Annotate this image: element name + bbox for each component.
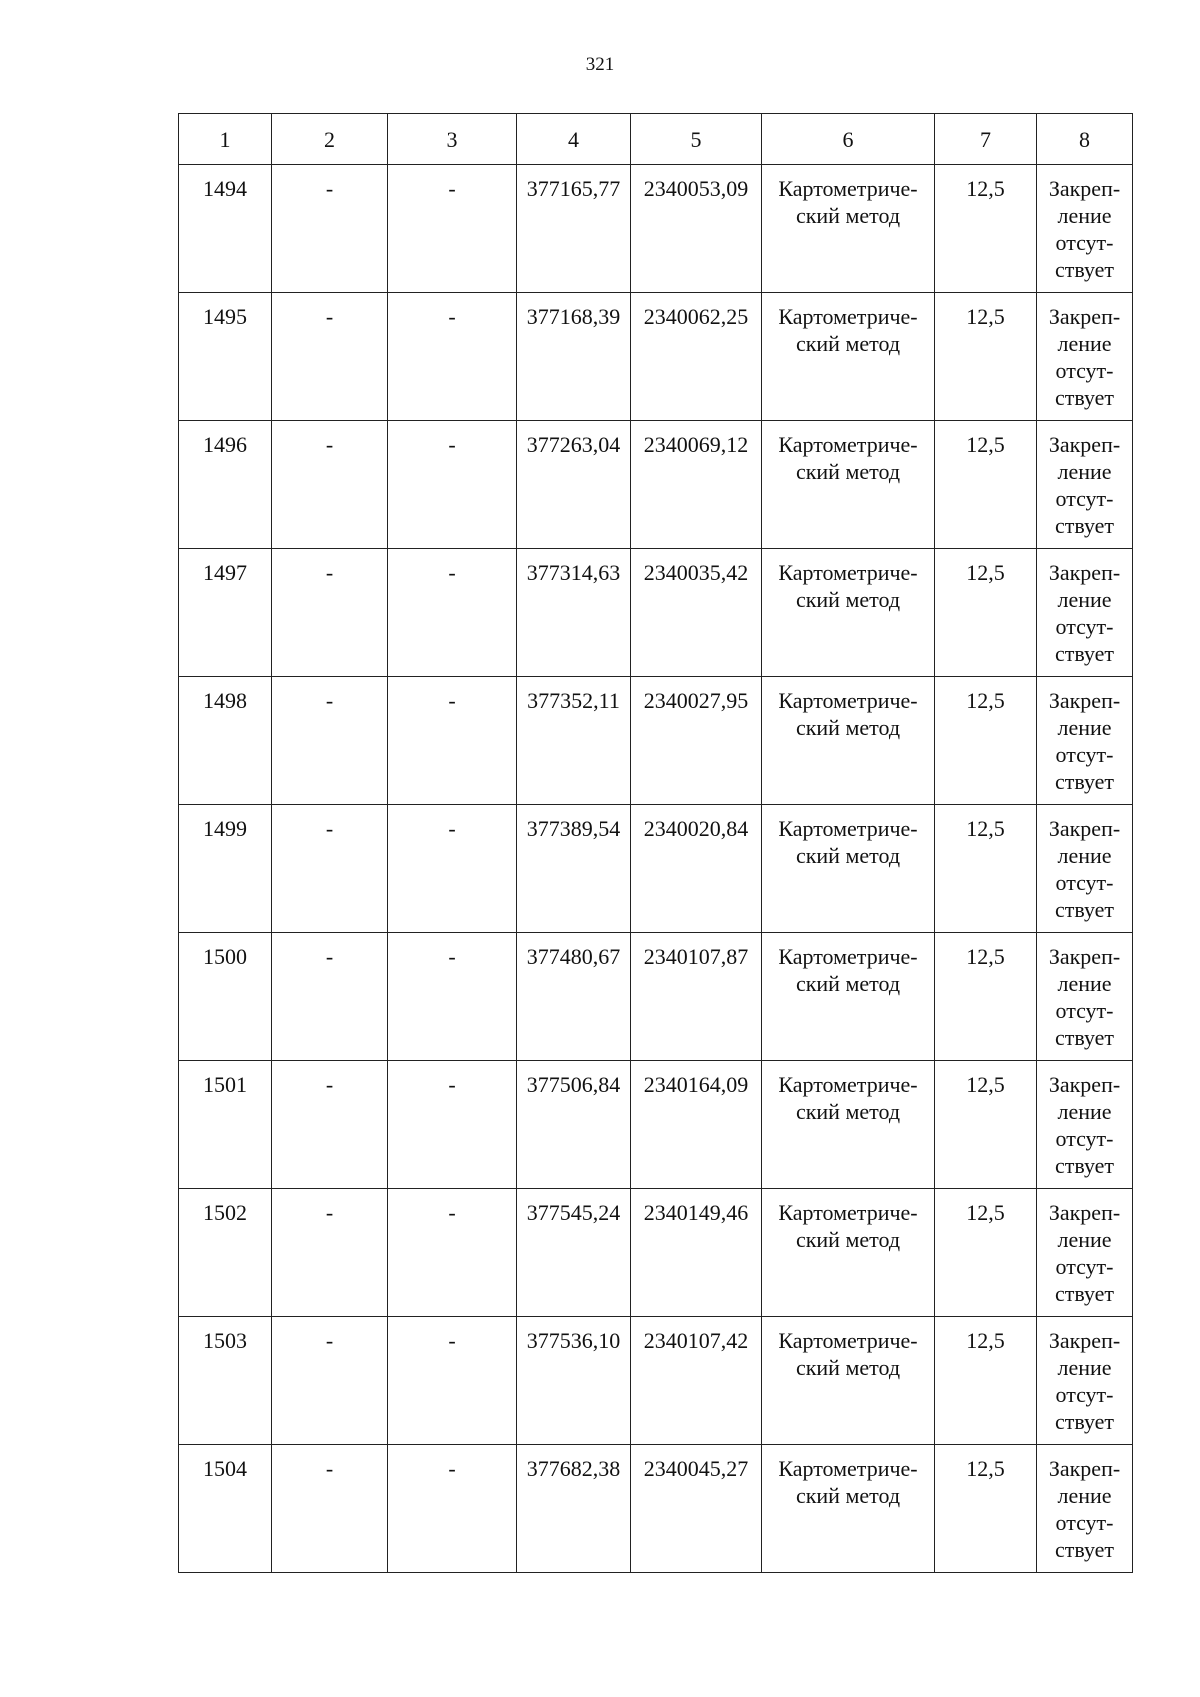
- fixing-line: Закреп-: [1048, 944, 1121, 969]
- fixing-line: ствует: [1054, 513, 1115, 538]
- method-line: ский метод: [795, 843, 901, 868]
- column-header: 3: [388, 114, 517, 165]
- accuracy-cell: 12,5: [935, 1445, 1037, 1573]
- column-2-cell: -: [272, 549, 388, 677]
- column-2-cell: -: [272, 805, 388, 933]
- fixing-line: ление: [1057, 1227, 1112, 1252]
- method-cell: [762, 933, 935, 1061]
- fixing-line: ствует: [1054, 897, 1115, 922]
- fixing-line: ствует: [1054, 1025, 1115, 1050]
- method-line: Картометриче-: [778, 688, 918, 713]
- fixing-cell: [1037, 549, 1133, 677]
- accuracy-cell: 12,5: [935, 421, 1037, 549]
- fixing-cell: [1037, 293, 1133, 421]
- fixing-line: ствует: [1054, 1281, 1115, 1306]
- fixing-line: ление: [1057, 587, 1112, 612]
- point-number-cell: 1501: [179, 1061, 272, 1189]
- fixing-line: Закреп-: [1048, 1328, 1121, 1353]
- point-number-cell: 1496: [179, 421, 272, 549]
- fixing-line: ление: [1057, 1099, 1112, 1124]
- x-coordinate-cell: 377168,39: [517, 293, 631, 421]
- x-coordinate-cell: 377682,38: [517, 1445, 631, 1573]
- point-number-cell: 1494: [179, 165, 272, 293]
- x-coordinate-cell: 377263,04: [517, 421, 631, 549]
- accuracy-cell: 12,5: [935, 805, 1037, 933]
- y-coordinate-cell: 2340164,09: [631, 1061, 762, 1189]
- fixing-line: Закреп-: [1048, 1072, 1121, 1097]
- table-row: [179, 933, 1133, 1061]
- fixing-line: отсут-: [1055, 742, 1114, 767]
- method-cell: [762, 1445, 935, 1573]
- column-3-cell: -: [388, 165, 517, 293]
- fixing-line: отсут-: [1055, 1254, 1114, 1279]
- column-3-cell: -: [388, 677, 517, 805]
- accuracy-cell: 12,5: [935, 677, 1037, 805]
- column-header: 7: [935, 114, 1037, 165]
- y-coordinate-cell: 2340062,25: [631, 293, 762, 421]
- method-line: Картометриче-: [778, 432, 918, 457]
- fixing-line: ствует: [1054, 641, 1115, 666]
- column-3-cell: -: [388, 421, 517, 549]
- column-2-cell: -: [272, 1445, 388, 1573]
- fixing-line: отсут-: [1055, 1382, 1114, 1407]
- fixing-line: ление: [1057, 331, 1112, 356]
- y-coordinate-cell: 2340027,95: [631, 677, 762, 805]
- method-line: ский метод: [795, 1483, 901, 1508]
- point-number-cell: 1498: [179, 677, 272, 805]
- fixing-line: Закреп-: [1048, 688, 1121, 713]
- method-cell: [762, 1189, 935, 1317]
- y-coordinate-cell: 2340045,27: [631, 1445, 762, 1573]
- fixing-line: ствует: [1054, 769, 1115, 794]
- point-number-cell: 1500: [179, 933, 272, 1061]
- method-cell: [762, 293, 935, 421]
- table-row: [179, 1061, 1133, 1189]
- x-coordinate-cell: 377480,67: [517, 933, 631, 1061]
- fixing-line: отсут-: [1055, 230, 1114, 255]
- method-line: Картометриче-: [778, 304, 918, 329]
- fixing-line: Закреп-: [1048, 176, 1121, 201]
- fixing-line: отсут-: [1055, 1126, 1114, 1151]
- accuracy-cell: 12,5: [935, 1189, 1037, 1317]
- method-cell: [762, 1317, 935, 1445]
- method-cell: [762, 677, 935, 805]
- accuracy-cell: 12,5: [935, 1061, 1037, 1189]
- fixing-line: ствует: [1054, 1537, 1115, 1562]
- column-header: 6: [762, 114, 935, 165]
- accuracy-cell: 12,5: [935, 293, 1037, 421]
- point-number-cell: 1503: [179, 1317, 272, 1445]
- column-2-cell: -: [272, 1189, 388, 1317]
- column-2-cell: -: [272, 165, 388, 293]
- fixing-cell: [1037, 1061, 1133, 1189]
- column-header: 8: [1037, 114, 1133, 165]
- method-cell: [762, 805, 935, 933]
- fixing-line: отсут-: [1055, 870, 1114, 895]
- column-header: 5: [631, 114, 762, 165]
- column-3-cell: -: [388, 1189, 517, 1317]
- fixing-line: ствует: [1054, 1153, 1115, 1178]
- point-number-cell: 1497: [179, 549, 272, 677]
- column-2-cell: -: [272, 933, 388, 1061]
- column-3-cell: -: [388, 1445, 517, 1573]
- fixing-line: Закреп-: [1048, 304, 1121, 329]
- y-coordinate-cell: 2340107,87: [631, 933, 762, 1061]
- fixing-cell: [1037, 677, 1133, 805]
- fixing-line: ствует: [1054, 385, 1115, 410]
- accuracy-cell: 12,5: [935, 549, 1037, 677]
- x-coordinate-cell: 377314,63: [517, 549, 631, 677]
- fixing-line: ление: [1057, 1355, 1112, 1380]
- method-line: ский метод: [795, 715, 901, 740]
- x-coordinate-cell: 377165,77: [517, 165, 631, 293]
- method-line: Картометриче-: [778, 816, 918, 841]
- x-coordinate-cell: 377352,11: [517, 677, 631, 805]
- y-coordinate-cell: 2340053,09: [631, 165, 762, 293]
- x-coordinate-cell: 377536,10: [517, 1317, 631, 1445]
- column-3-cell: -: [388, 933, 517, 1061]
- column-2-cell: -: [272, 293, 388, 421]
- x-coordinate-cell: 377506,84: [517, 1061, 631, 1189]
- fixing-line: отсут-: [1055, 486, 1114, 511]
- y-coordinate-cell: 2340107,42: [631, 1317, 762, 1445]
- point-number-cell: 1502: [179, 1189, 272, 1317]
- method-line: ский метод: [795, 971, 901, 996]
- method-line: ский метод: [795, 331, 901, 356]
- fixing-line: ствует: [1054, 1409, 1115, 1434]
- method-line: ский метод: [795, 587, 901, 612]
- page-number: 321: [585, 54, 615, 75]
- x-coordinate-cell: 377545,24: [517, 1189, 631, 1317]
- method-line: Картометриче-: [778, 560, 918, 585]
- column-3-cell: -: [388, 805, 517, 933]
- coordinates-table: [178, 113, 1133, 1573]
- table-row: [179, 1189, 1133, 1317]
- column-3-cell: -: [388, 293, 517, 421]
- table-row: [179, 805, 1133, 933]
- fixing-cell: [1037, 933, 1133, 1061]
- fixing-cell: [1037, 805, 1133, 933]
- method-line: Картометриче-: [778, 1328, 918, 1353]
- fixing-cell: [1037, 1317, 1133, 1445]
- y-coordinate-cell: 2340069,12: [631, 421, 762, 549]
- fixing-line: Закреп-: [1048, 560, 1121, 585]
- table-row: [179, 165, 1133, 293]
- fixing-line: отсут-: [1055, 998, 1114, 1023]
- table-row: [179, 677, 1133, 805]
- method-line: Картометриче-: [778, 944, 918, 969]
- accuracy-cell: 12,5: [935, 165, 1037, 293]
- table-row: [179, 549, 1133, 677]
- y-coordinate-cell: 2340149,46: [631, 1189, 762, 1317]
- column-2-cell: -: [272, 1317, 388, 1445]
- fixing-line: ление: [1057, 203, 1112, 228]
- method-line: ский метод: [795, 1227, 901, 1252]
- method-line: ский метод: [795, 1355, 901, 1380]
- column-header: 2: [272, 114, 388, 165]
- point-number-cell: 1499: [179, 805, 272, 933]
- fixing-cell: [1037, 1189, 1133, 1317]
- method-cell: [762, 165, 935, 293]
- method-line: ский метод: [795, 203, 901, 228]
- column-header: 1: [179, 114, 272, 165]
- fixing-line: ление: [1057, 843, 1112, 868]
- fixing-line: отсут-: [1055, 358, 1114, 383]
- table-row: [179, 1445, 1133, 1573]
- method-line: Картометриче-: [778, 1200, 918, 1225]
- fixing-line: Закреп-: [1048, 816, 1121, 841]
- fixing-line: Закреп-: [1048, 432, 1121, 457]
- fixing-line: Закреп-: [1048, 1200, 1121, 1225]
- column-2-cell: -: [272, 677, 388, 805]
- accuracy-cell: 12,5: [935, 1317, 1037, 1445]
- table-row: [179, 293, 1133, 421]
- method-line: Картометриче-: [778, 1072, 918, 1097]
- method-line: ский метод: [795, 459, 901, 484]
- fixing-line: ление: [1057, 715, 1112, 740]
- column-2-cell: -: [272, 1061, 388, 1189]
- column-3-cell: -: [388, 549, 517, 677]
- column-2-cell: -: [272, 421, 388, 549]
- column-header: 4: [517, 114, 631, 165]
- point-number-cell: 1504: [179, 1445, 272, 1573]
- fixing-line: ствует: [1054, 257, 1115, 282]
- method-cell: [762, 1061, 935, 1189]
- method-cell: [762, 549, 935, 677]
- header-row: [179, 114, 1133, 165]
- method-line: Картометриче-: [778, 176, 918, 201]
- table-row: [179, 1317, 1133, 1445]
- fixing-line: ление: [1057, 971, 1112, 996]
- fixing-line: ление: [1057, 1483, 1112, 1508]
- table-row: [179, 421, 1133, 549]
- fixing-line: отсут-: [1055, 614, 1114, 639]
- method-line: ский метод: [795, 1099, 901, 1124]
- method-cell: [762, 421, 935, 549]
- y-coordinate-cell: 2340020,84: [631, 805, 762, 933]
- fixing-line: Закреп-: [1048, 1456, 1121, 1481]
- method-line: Картометриче-: [778, 1456, 918, 1481]
- fixing-line: отсут-: [1055, 1510, 1114, 1535]
- y-coordinate-cell: 2340035,42: [631, 549, 762, 677]
- fixing-cell: [1037, 165, 1133, 293]
- accuracy-cell: 12,5: [935, 933, 1037, 1061]
- fixing-cell: [1037, 1445, 1133, 1573]
- fixing-line: ление: [1057, 459, 1112, 484]
- column-3-cell: -: [388, 1061, 517, 1189]
- point-number-cell: 1495: [179, 293, 272, 421]
- x-coordinate-cell: 377389,54: [517, 805, 631, 933]
- column-3-cell: -: [388, 1317, 517, 1445]
- fixing-cell: [1037, 421, 1133, 549]
